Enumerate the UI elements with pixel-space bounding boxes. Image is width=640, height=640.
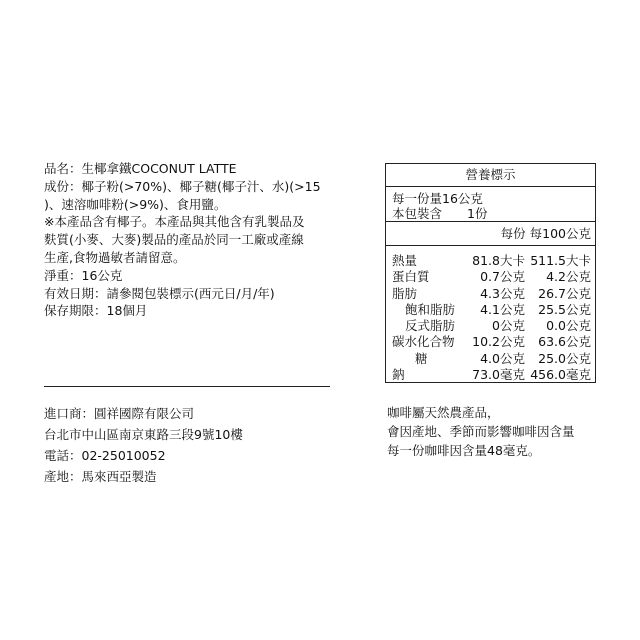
table-row xyxy=(386,351,595,367)
importer-phone: 電話：02-25010052 xyxy=(44,448,166,463)
per-serving-value: 73.0毫克 xyxy=(472,367,525,383)
table-row xyxy=(386,286,595,302)
table-row xyxy=(386,334,595,350)
per-100g-value: 456.0毫克 xyxy=(530,367,591,383)
ingredients-line-1: 成份：椰子粉(>70%)、椰子糖(椰子汁、水)(>15 xyxy=(44,178,321,194)
shelf-life: 保存期限：18個月 xyxy=(44,303,148,319)
nutrition-rows xyxy=(386,246,595,383)
per-100g-value: 63.6公克 xyxy=(538,334,591,350)
nutrient-label: 反式脂肪 xyxy=(405,318,456,334)
nutrition-table xyxy=(385,163,596,383)
section-divider xyxy=(44,386,330,387)
notice-line-2: 會因產地、季節而影響咖啡因含量 xyxy=(387,424,575,439)
nutrient-label: 碳水化合物 xyxy=(392,334,455,350)
per-100g-value: 4.2公克 xyxy=(546,269,591,285)
notice-line-3: 每一份咖啡因含量48毫克。 xyxy=(387,443,541,458)
nutrient-label: 蛋白質 xyxy=(392,269,430,285)
net-weight: 淨重：16公克 xyxy=(44,267,123,283)
product-name: 品名：生椰拿鐵COCONUT LATTE xyxy=(44,161,237,176)
importer-address: 台北市中山區南京東路三段9號10樓 xyxy=(44,427,243,442)
per-100g-value: 0.0公克 xyxy=(546,318,591,334)
per-serving-value: 4.0公克 xyxy=(480,350,525,366)
country-of-origin: 產地：馬來西亞製造 xyxy=(44,469,157,484)
table-row xyxy=(386,269,595,285)
allergen-line-3: 生產,食物過敏者請留意。 xyxy=(44,249,186,265)
allergen-line-2: 麩質(小麥、大麥)製品的產品於同一工廠或產線 xyxy=(44,232,304,248)
per-serving-value: 4.3公克 xyxy=(480,285,525,301)
importer-name: 進口商：圓祥國際有限公司 xyxy=(44,406,195,421)
ingredients-line-2: )、速溶咖啡粉(>9%)、食用鹽。 xyxy=(44,196,227,212)
product-info xyxy=(44,160,344,320)
table-row xyxy=(386,253,595,269)
caffeine-notice xyxy=(387,403,575,460)
expiry-date: 有效日期：請參閱包裝標示(西元日/月/年) xyxy=(44,285,275,301)
allergen-line-1: ※本產品含有椰子。本產品與其他含有乳製品及 xyxy=(44,214,305,230)
column-header: 每份 每100公克 xyxy=(386,222,595,246)
notice-line-1: 咖啡屬天然農產品， xyxy=(387,405,500,420)
per-serving-value: 0.7公克 xyxy=(480,269,525,285)
table-row xyxy=(386,302,595,318)
per-serving-value: 81.8大卡 xyxy=(472,253,525,268)
nutrition-title: 營養標示 xyxy=(386,164,595,187)
per-100g-value: 25.0公克 xyxy=(538,350,591,366)
servings-per-pack: 本包裝含 1份 xyxy=(392,206,488,221)
per-100g-value: 25.5公克 xyxy=(538,301,591,317)
nutrient-label: 脂肪 xyxy=(392,285,418,301)
nutrient-label: 糖 xyxy=(415,350,428,366)
table-row xyxy=(386,318,595,334)
serving-info xyxy=(386,187,595,222)
per-serving-value: 10.2公克 xyxy=(472,334,525,350)
nutrient-label: 熱量 xyxy=(392,253,418,268)
serving-size: 每一份量16公克 xyxy=(392,191,483,206)
nutrient-label: 鈉 xyxy=(392,367,405,383)
per-serving-value: 0公克 xyxy=(492,318,525,334)
per-serving-value: 4.1公克 xyxy=(480,301,525,317)
per-100g-value: 26.7公克 xyxy=(538,285,591,301)
nutrient-label: 飽和脂肪 xyxy=(405,301,456,317)
per-100g-value: 511.5大卡 xyxy=(530,253,591,268)
table-row xyxy=(386,367,595,383)
importer-info xyxy=(44,403,243,487)
